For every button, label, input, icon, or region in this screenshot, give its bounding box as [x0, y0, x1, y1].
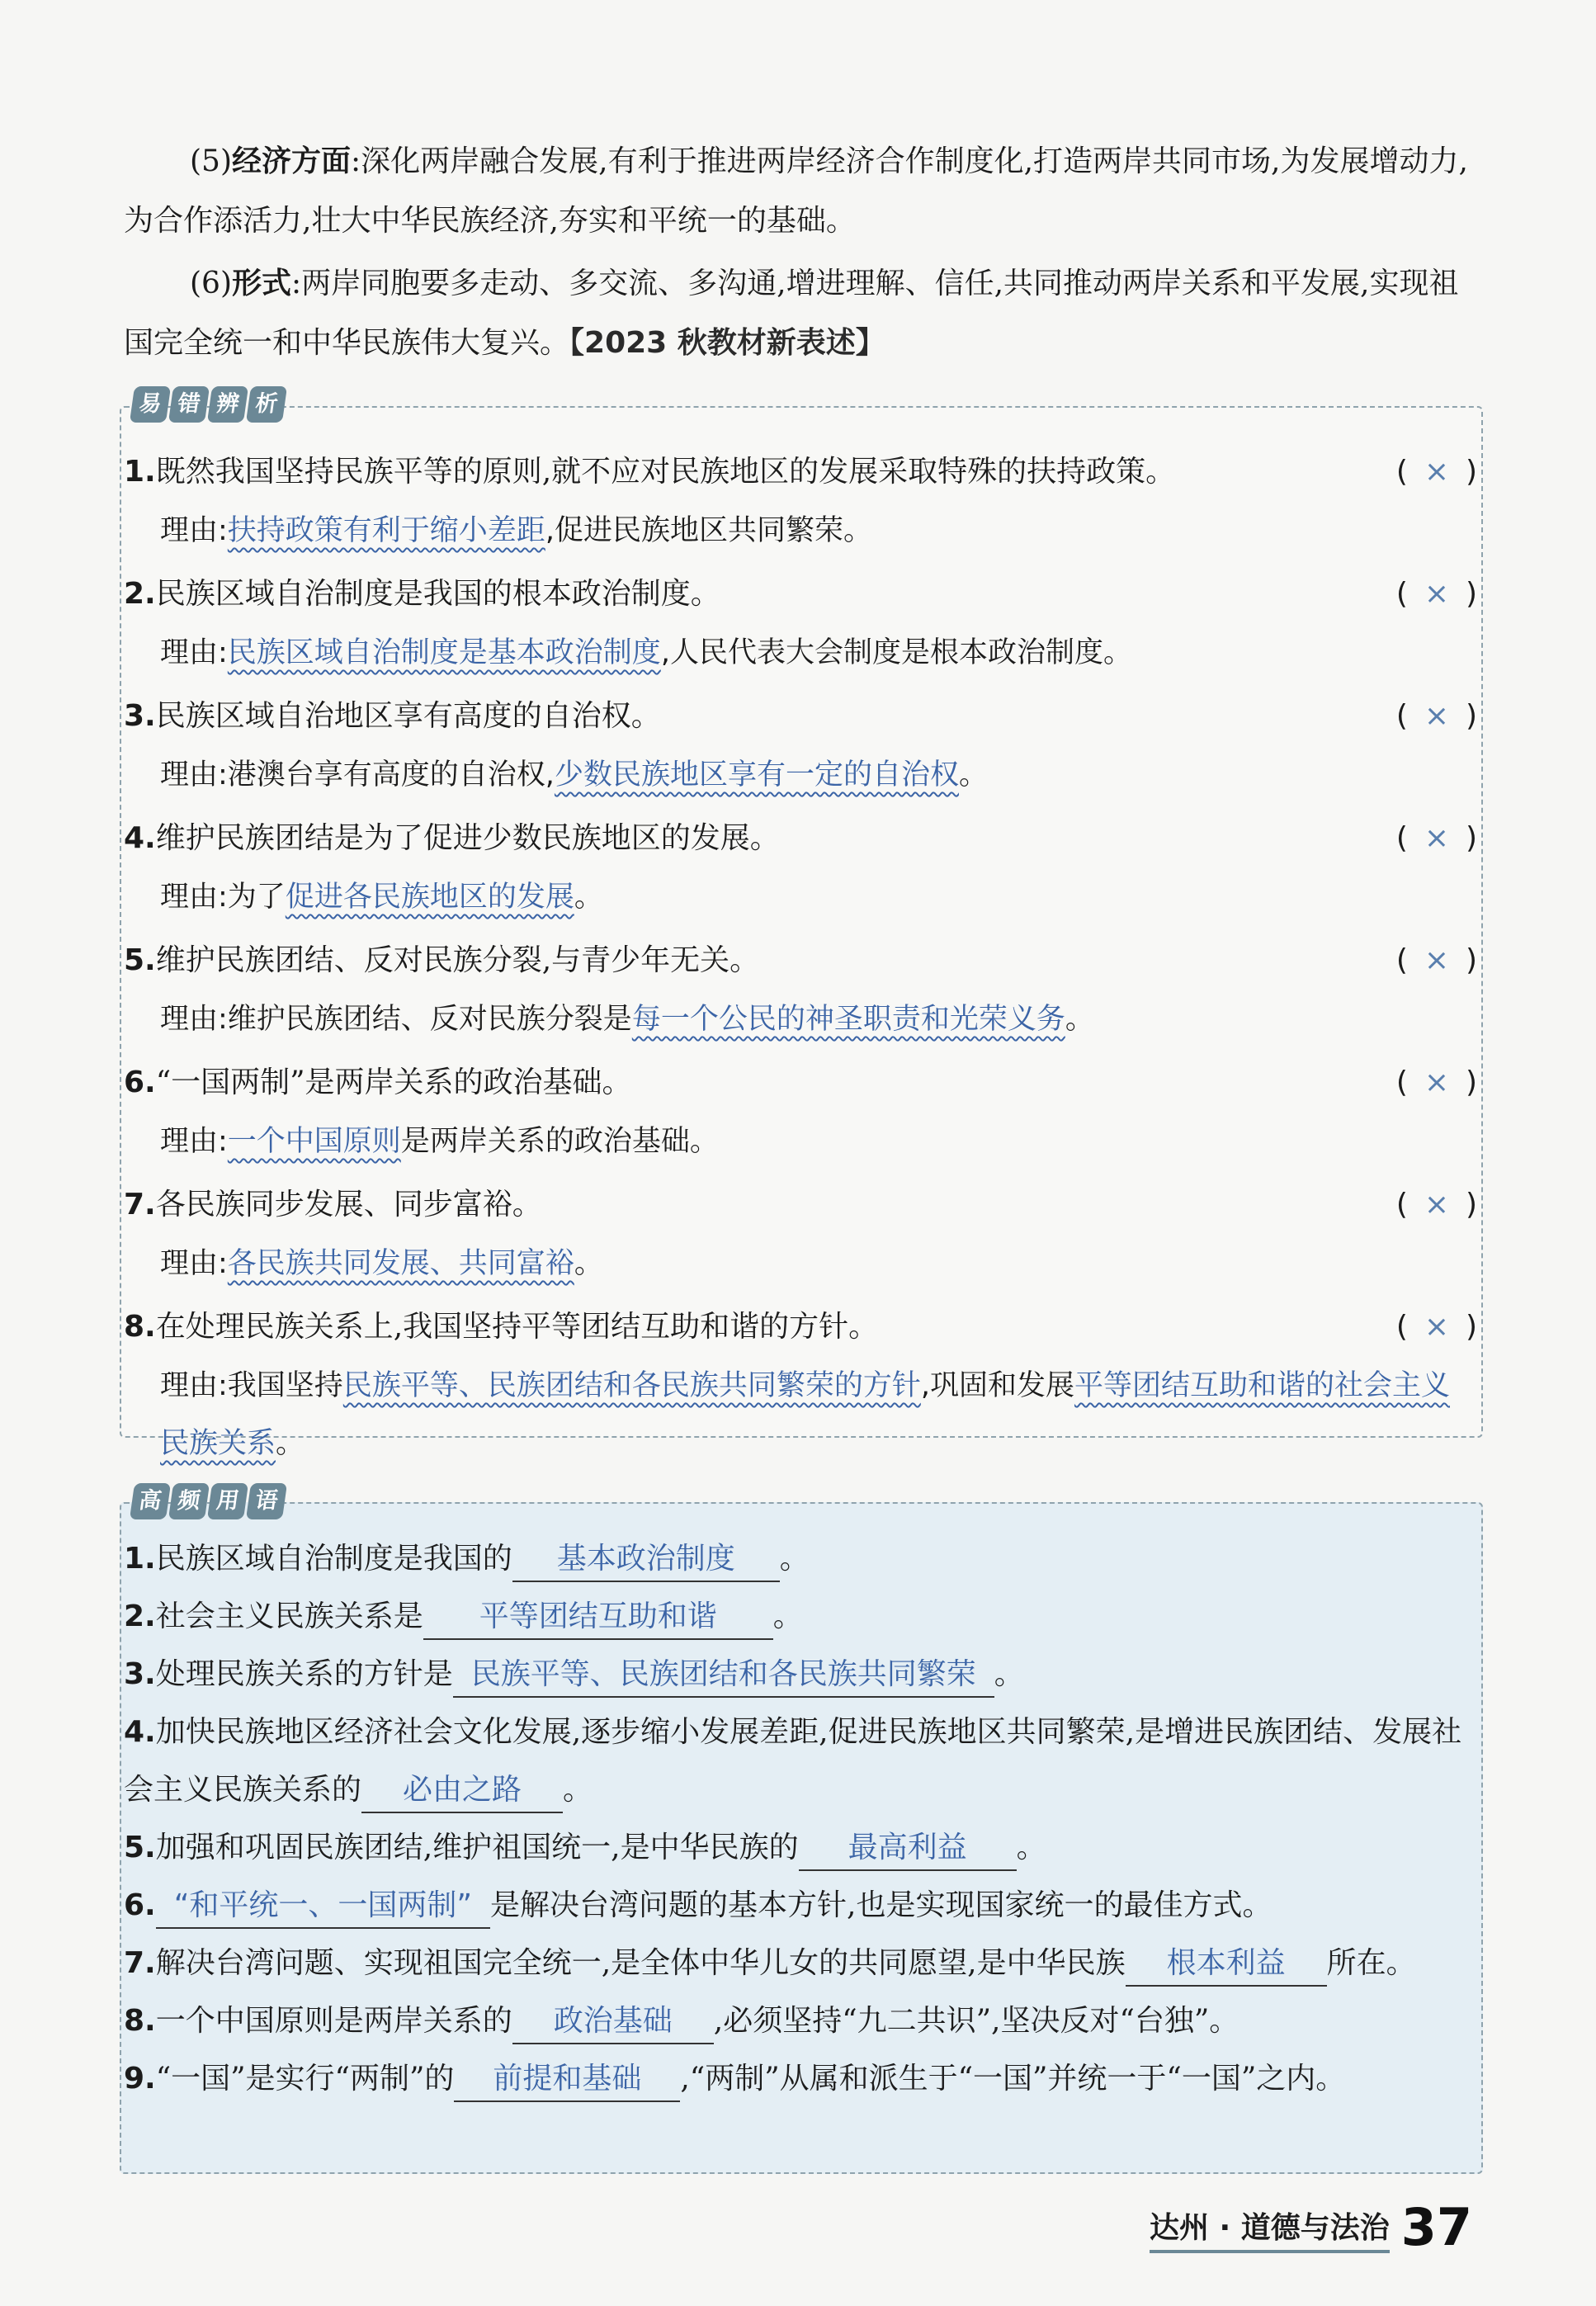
judgement-mark: ( × )	[1396, 1297, 1477, 1357]
question-text: 各民族同步发展、同步富裕。	[155, 1188, 542, 1222]
cross-mark-icon: ×	[1424, 1188, 1450, 1222]
error-item	[124, 809, 1477, 926]
fill-blank: 民族平等、民族团结和各民族共同繁荣	[453, 1653, 994, 1698]
intro-p6-text: :两岸同胞要多走动、多交流、多沟通,增进理解、信任,共同推动两岸关系和平发展,实现祖国完全统一和中华民族伟大复兴。	[124, 267, 1459, 360]
item-number: 8.	[124, 1310, 156, 1344]
intro-section	[124, 132, 1477, 373]
hf-row: 1.民族区域自治制度是我国的 基本政治制度 。	[124, 1530, 1477, 1588]
handwritten-answer: 促进各民族地区的发展	[285, 881, 574, 914]
item-number: 3.	[124, 699, 156, 733]
reason-text: 。	[1065, 1003, 1094, 1036]
judgement-mark: ( × )	[1396, 565, 1477, 624]
reason-label: 理由:	[160, 514, 228, 547]
error-question	[124, 442, 1477, 502]
fill-blank: 必由之路	[361, 1769, 563, 1813]
item-number: 5.	[124, 943, 156, 977]
reason-text: ,巩固和发展	[920, 1369, 1074, 1402]
badge-char: 错	[168, 386, 210, 423]
error-item	[124, 687, 1477, 804]
error-item	[124, 1297, 1477, 1472]
reason-label: 理由:	[160, 1369, 228, 1402]
error-item	[124, 1053, 1477, 1170]
hf-row: 2.社会主义民族关系是 平等团结互助和谐 。	[124, 1588, 1477, 1646]
reason-text: 。	[574, 1247, 603, 1280]
cross-mark-icon: ×	[1424, 943, 1450, 977]
reason-label: 理由:	[160, 1125, 228, 1158]
error-analysis-list	[124, 442, 1477, 1472]
question-text: “一国两制”是两岸关系的政治基础。	[155, 1066, 632, 1099]
reason-line	[124, 990, 1477, 1048]
badge-char: 高	[130, 1483, 171, 1519]
fill-blank: “和平统一、一国两制”	[156, 1884, 490, 1929]
judgement-mark: ( × )	[1396, 1175, 1477, 1235]
question-text: 民族区域自治地区享有高度的自治权。	[155, 699, 661, 733]
high-frequency-badge	[132, 1483, 285, 1519]
cross-mark-icon: ×	[1424, 455, 1450, 489]
cross-mark-icon: ×	[1424, 821, 1450, 855]
judgement-mark: ( × )	[1396, 1053, 1477, 1113]
handwritten-answer: 民族区域自治制度是基本政治制度	[227, 636, 661, 669]
reason-line	[124, 502, 1477, 560]
reason-line	[124, 624, 1477, 682]
reason-text: 是两岸关系的政治基础。	[400, 1125, 719, 1158]
reason-line	[124, 1113, 1477, 1170]
error-question	[124, 931, 1477, 990]
reason-text: 维护民族团结、反对民族分裂是	[227, 1003, 632, 1036]
hf-row: 7.解决台湾问题、实现祖国完全统一,是全体中华儿女的共同愿望,是中华民族 根本利益 所在。	[124, 1935, 1477, 1992]
fill-blank: 基本政治制度	[512, 1538, 780, 1582]
reason-line	[124, 1357, 1477, 1472]
error-item	[124, 442, 1477, 560]
handwritten-answer: 每一个公民的神圣职责和光荣义务	[631, 1003, 1065, 1036]
hf-row: 3.处理民族关系的方针是 民族平等、民族团结和各民族共同繁荣 。	[124, 1646, 1477, 1704]
handwritten-answer: 各民族共同发展、共同富裕	[227, 1247, 574, 1280]
reason-label: 理由:	[160, 636, 228, 669]
fill-blank: 根本利益	[1126, 1942, 1327, 1987]
reason-text: 为了	[227, 881, 286, 914]
intro-paragraph-5	[124, 132, 1477, 251]
badge-char: 析	[246, 386, 287, 423]
reason-text: ,促进民族地区共同繁荣。	[545, 514, 872, 547]
cross-mark-icon: ×	[1424, 1066, 1450, 1099]
page-footer	[1149, 2195, 1472, 2257]
judgement-mark: ( × )	[1396, 687, 1477, 746]
handwritten-answer: 少数民族地区享有一定的自治权	[554, 758, 959, 792]
reason-text: 。	[574, 881, 603, 914]
reason-line	[124, 868, 1477, 926]
handwritten-answer: 平等团结互助和谐的社会主义民族关系	[160, 1369, 1450, 1460]
error-question	[124, 565, 1477, 624]
badge-char: 易	[130, 386, 171, 423]
fill-blank: 政治基础	[512, 2000, 714, 2044]
intro-p6-prefix: (6)	[190, 267, 232, 300]
cross-mark-icon: ×	[1424, 699, 1450, 733]
error-question	[124, 1053, 1477, 1113]
error-analysis-badge	[132, 386, 285, 423]
hf-row: 6. “和平统一、一国两制” 是解决台湾问题的基本方针,也是实现国家统一的最佳方式。	[124, 1877, 1477, 1935]
error-item	[124, 931, 1477, 1048]
badge-char: 语	[246, 1483, 287, 1519]
intro-paragraph-6	[124, 254, 1477, 373]
question-text: 在处理民族关系上,我国坚持平等团结互助和谐的方针。	[155, 1310, 879, 1344]
error-question	[124, 809, 1477, 868]
error-item	[124, 1175, 1477, 1292]
hf-row: 9.“一国”是实行“两制”的 前提和基础 ,“两制”从属和派生于“一国”并统一于“一国”之内。	[124, 2050, 1477, 2108]
reason-label: 理由:	[160, 1247, 228, 1280]
fill-blank: 平等团结互助和谐	[423, 1595, 773, 1640]
judgement-mark: ( × )	[1396, 442, 1477, 502]
hf-row: 4.加快民族地区经济社会文化发展,逐步缩小发展差距,促进民族地区共同繁荣,是增进民族团结、发展社会主义民族关系的 必由之路 。	[124, 1704, 1477, 1819]
question-text: 民族区域自治制度是我国的根本政治制度。	[155, 577, 720, 611]
badge-char: 用	[207, 1483, 248, 1519]
badge-char: 频	[168, 1483, 210, 1519]
hf-row: 8.一个中国原则是两岸关系的 政治基础 ,必须坚持“九二共识”,坚决反对“台独”。	[124, 1992, 1477, 2050]
handwritten-answer: 一个中国原则	[227, 1125, 401, 1158]
intro-p5-prefix: (5)	[190, 144, 232, 178]
reason-text: 。	[958, 758, 988, 792]
cross-mark-icon: ×	[1424, 577, 1450, 611]
question-text: 维护民族团结、反对民族分裂,与青少年无关。	[155, 943, 760, 977]
textbook-tag: 【2023 秋教材新表述】	[569, 326, 885, 360]
book-label: 达州 · 道德与法治	[1150, 2204, 1390, 2253]
page-number: 37	[1400, 2197, 1472, 2257]
intro-p5-keyword: 经济方面	[232, 144, 352, 178]
error-item	[124, 565, 1477, 682]
item-number: 7.	[124, 1188, 156, 1222]
question-text: 既然我国坚持民族平等的原则,就不应对民族地区的发展采取特殊的扶持政策。	[155, 455, 1176, 489]
item-number: 4.	[124, 821, 156, 855]
reason-label: 理由:	[160, 881, 228, 914]
question-text: 维护民族团结是为了促进少数民族地区的发展。	[155, 821, 780, 855]
judgement-mark: ( × )	[1396, 931, 1477, 990]
fill-blank: 前提和基础	[454, 2058, 680, 2102]
high-frequency-list	[124, 1530, 1477, 2108]
cross-mark-icon: ×	[1424, 1310, 1450, 1344]
reason-line	[124, 746, 1477, 804]
intro-p5-text: :深化两岸融合发展,有利于推进两岸经济合作制度化,打造两岸共同市场,为发展增动力,为合作添活力,壮大中华民族经济,夯实和平统一的基础。	[124, 144, 1468, 238]
reason-text: 我国坚持	[227, 1369, 343, 1402]
error-question	[124, 1297, 1477, 1357]
item-number: 1.	[124, 455, 156, 489]
badge-char: 辨	[207, 386, 248, 423]
item-number: 2.	[124, 577, 156, 611]
error-question	[124, 687, 1477, 746]
fill-blank: 最高利益	[799, 1826, 1017, 1871]
reason-text: ,人民代表大会制度是根本政治制度。	[660, 636, 1132, 669]
reason-label: 理由:	[160, 758, 228, 792]
handwritten-answer: 扶持政策有利于缩小差距	[227, 514, 545, 547]
reason-label: 理由:	[160, 1003, 228, 1036]
hf-row: 5.加强和巩固民族团结,维护祖国统一,是中华民族的 最高利益 。	[124, 1819, 1477, 1877]
item-number: 6.	[124, 1066, 156, 1099]
judgement-mark: ( × )	[1396, 809, 1477, 868]
reason-text: 。	[276, 1427, 305, 1460]
intro-p6-keyword: 形式	[232, 267, 292, 300]
reason-line	[124, 1235, 1477, 1292]
handwritten-answer: 民族平等、民族团结和各民族共同繁荣的方针	[342, 1369, 921, 1402]
error-question	[124, 1175, 1477, 1235]
reason-text: 港澳台享有高度的自治权,	[227, 758, 555, 792]
